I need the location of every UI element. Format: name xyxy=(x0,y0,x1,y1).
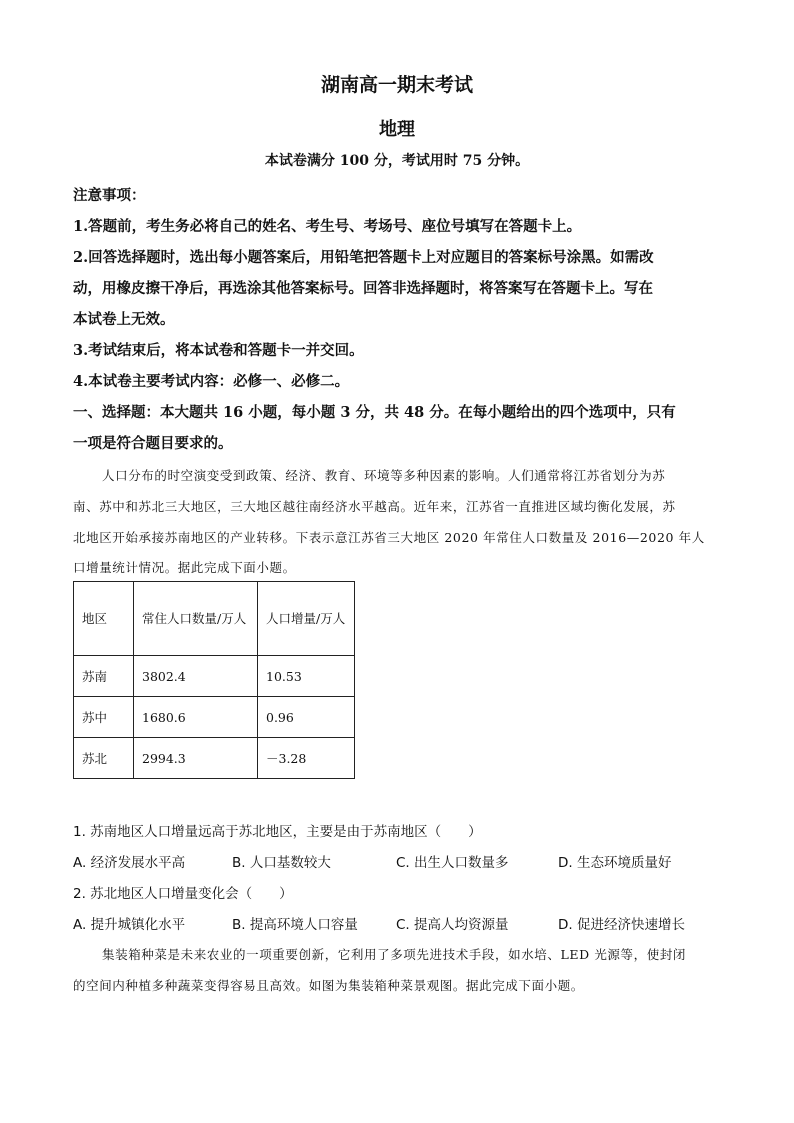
table-row xyxy=(74,697,355,738)
table-header-cell: 人口增量/万人 xyxy=(258,582,355,656)
table-cell: 2994.3 xyxy=(134,738,258,779)
question-1-option-d: D. 生态环境质量好 xyxy=(558,855,672,871)
population-table xyxy=(73,581,355,779)
question-2-option-d: D. 促进经济快速增长 xyxy=(558,917,685,933)
table-cell: 10.53 xyxy=(258,656,355,697)
question-2-option-a: A. 提升城镇化水平 xyxy=(73,917,186,933)
note-item-3: 3.考试结束后，将本试卷和答题卡一并交回。 xyxy=(73,342,364,359)
exam-title: 湖南高一期末考试 xyxy=(320,74,473,96)
table-cell: 1680.6 xyxy=(134,697,258,738)
section-heading-line-1: 一、选择题：本大题共 16 小题，每小题 3 分，共 48 分。在每小题给出的四个选项中，只有 xyxy=(73,404,676,421)
table-row xyxy=(74,656,355,697)
question-1-option-c: C. 出生人口数量多 xyxy=(396,855,509,871)
subject-title: 地理 xyxy=(379,119,415,140)
note-item-2-line-1: 2.回答选择题时，选出每小题答案后，用铅笔把答题卡上对应题目的答案标号涂黑。如需改 xyxy=(73,249,654,266)
score-info: 本试卷满分 100 分，考试用时 75 分钟。 xyxy=(264,153,530,169)
note-item-4: 4.本试卷主要考试内容：必修一、必修二。 xyxy=(73,373,350,390)
table-cell: 3802.4 xyxy=(134,656,258,697)
question-1-stem: 1. 苏南地区人口增量远高于苏北地区，主要是由于苏南地区（ ） xyxy=(73,824,482,840)
passage-1-line-1: 人口分布的时空演变受到政策、经济、教育、环境等多种因素的影响。人们通常将江苏省划分为苏 xyxy=(102,468,666,483)
table-cell: 苏南 xyxy=(74,656,134,697)
table-cell: 苏北 xyxy=(74,738,134,779)
question-2-option-c: C. 提高人均资源量 xyxy=(396,917,509,933)
passage-1-line-3: 北地区开始承接苏南地区的产业转移。下表示意江苏省三大地区 2020 年常住人口数量及 2016—2020 年人 xyxy=(73,530,705,545)
passage-2-line-1: 集装箱种菜是未来农业的一项重要创新，它利用了多项先进技术手段，如水培、LED 光源等，使封闭 xyxy=(102,947,687,962)
note-item-2-line-2: 动，用橡皮擦干净后，再选涂其他答案标号。回答非选择题时，将答案写在答题卡上。写在 xyxy=(73,280,653,297)
table-header-cell: 地区 xyxy=(74,582,134,656)
passage-2-line-2: 的空间内种植多种蔬菜变得容易且高效。如图为集装箱种菜景观图。据此完成下面小题。 xyxy=(73,978,584,993)
section-heading-line-2: 一项是符合题目要求的。 xyxy=(73,435,233,452)
table-cell: －3.28 xyxy=(258,738,355,779)
table-header-cell: 常住人口数量/万人 xyxy=(134,582,258,656)
question-1-option-b: B. 人口基数较大 xyxy=(232,855,331,871)
table-header-row xyxy=(74,582,355,656)
notes-heading: 注意事项： xyxy=(73,187,146,204)
note-item-1: 1.答题前，考生务必将自己的姓名、考生号、考场号、座位号填写在答题卡上。 xyxy=(73,218,582,235)
table-cell: 苏中 xyxy=(74,697,134,738)
passage-1-line-2: 南、苏中和苏北三大地区，三大地区越往南经济水平越高。近年来，江苏省一直推进区域均衡化发展，苏 xyxy=(73,499,676,514)
note-item-2-line-3: 本试卷上无效。 xyxy=(73,311,175,328)
question-1-option-a: A. 经济发展水平高 xyxy=(73,855,186,871)
question-2-stem: 2. 苏北地区人口增量变化会（ ） xyxy=(73,886,293,902)
table-row xyxy=(74,738,355,779)
passage-1-line-4: 口增量统计情况。据此完成下面小题。 xyxy=(73,560,296,575)
question-2-option-b: B. 提高环境人口容量 xyxy=(232,917,358,933)
table-cell: 0.96 xyxy=(258,697,355,738)
